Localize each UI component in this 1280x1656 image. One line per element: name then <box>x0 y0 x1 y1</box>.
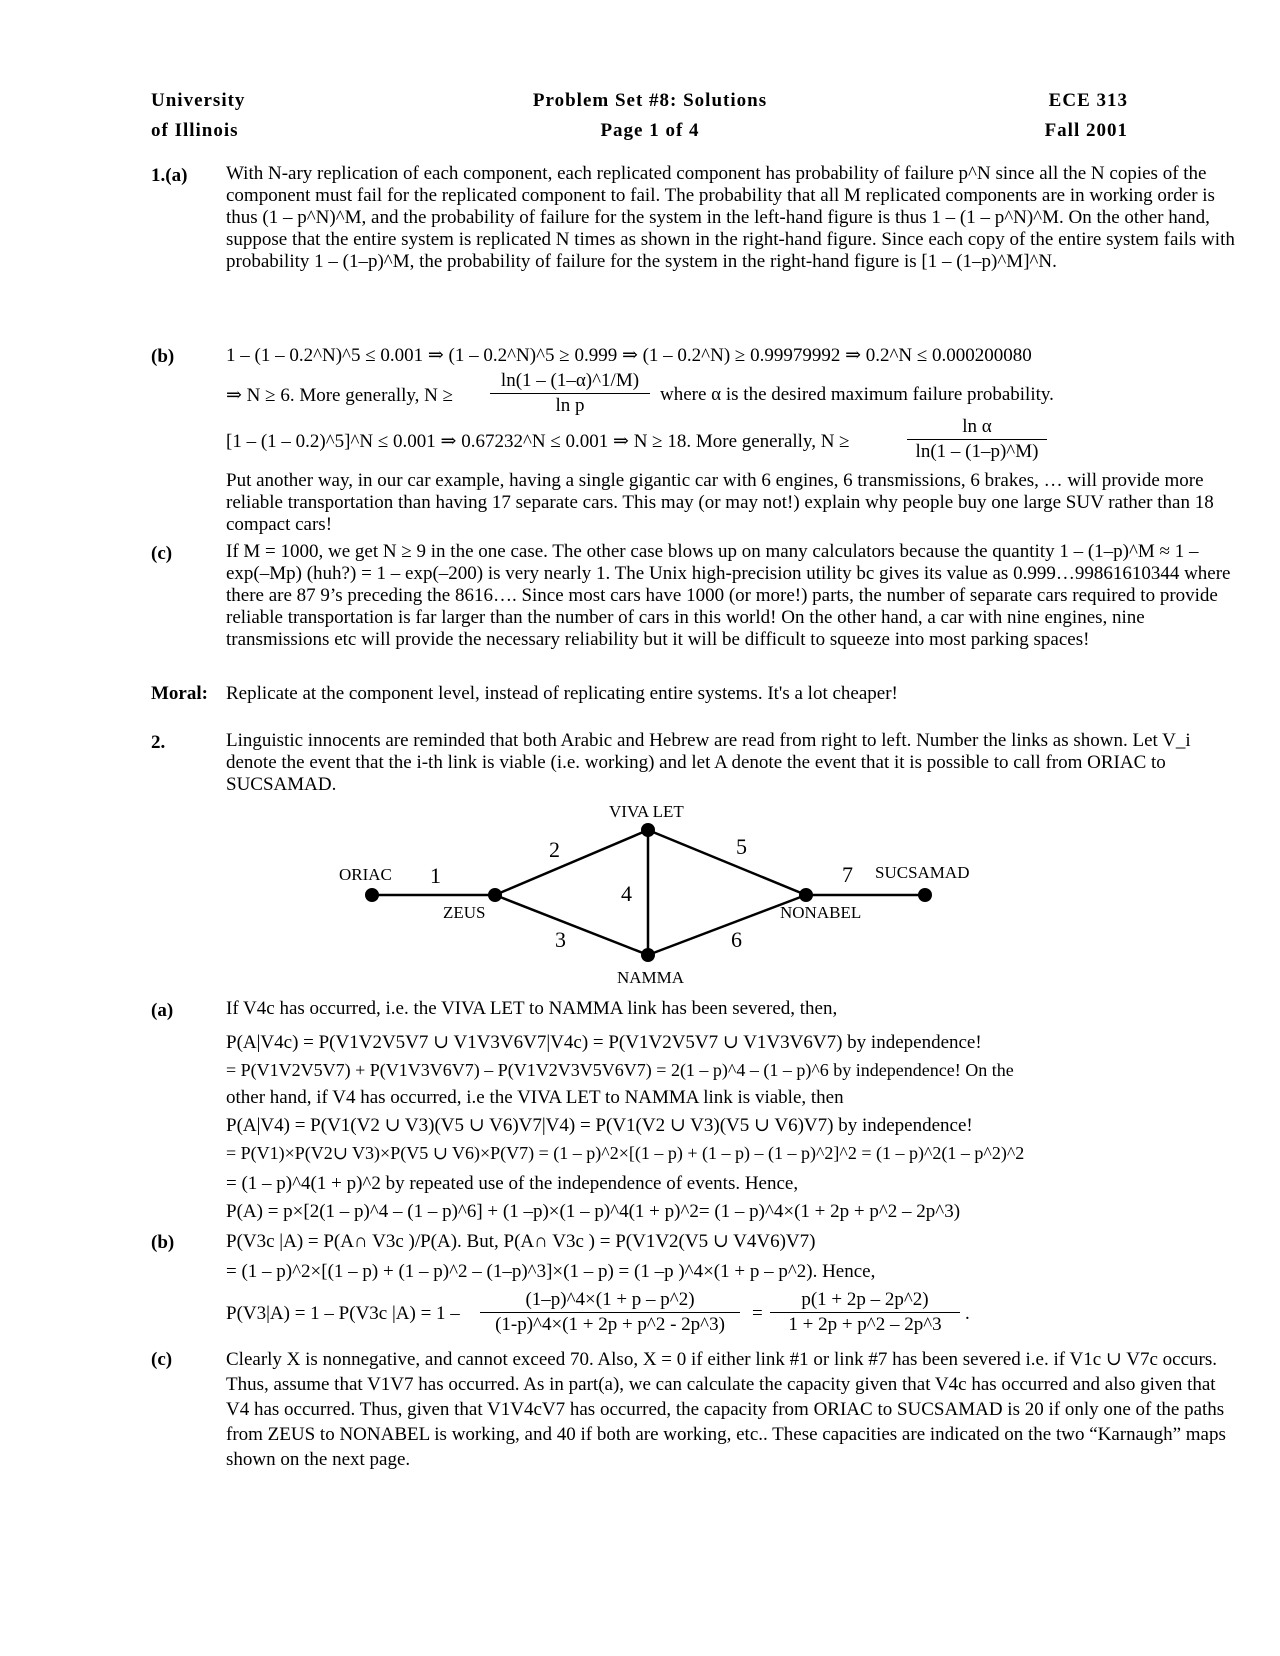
p2a-line4: other hand, if V4 has occurred, i.e the VIVA LET to NAMMA link is viable, then <box>226 1087 844 1108</box>
p2a-line3: = P(V1V2V5V7) + P(V1V3V6V7) – P(V1V2V3V5V6V7) = 2(1 – p)^4 – (1 – p)^6 by independence! On the <box>226 1060 1014 1080</box>
p2b-line3-pre: P(V3|A) = 1 – P(V3c |A) = 1 – <box>226 1303 460 1324</box>
moral-text: Replicate at the component level, instead of replicating entire systems. It's a lot cheaper! <box>226 683 898 704</box>
link-4-label: 4 <box>621 881 632 906</box>
p1c-label: (c) <box>151 543 173 564</box>
p2a-line7: = (1 – p)^4(1 + p)^2 by repeated use of the independence of events. Hence, <box>226 1173 799 1194</box>
node-zeus-label: ZEUS <box>443 903 486 922</box>
network-diagram <box>0 795 1280 995</box>
link-3-label: 3 <box>555 927 566 952</box>
p2c-label: (c) <box>151 1349 173 1370</box>
p2b-fraction-1-den: (1-p)^4×(1 + 2p + p^2 - 2p^3) <box>495 1314 725 1335</box>
p1a-label: 1.(a) <box>151 165 188 186</box>
header-term: Fall 2001 <box>1044 120 1128 141</box>
p2b-line2: = (1 – p)^2×[(1 – p) + (1 – p)^2 – (1–p)^3]×(1 – p) = (1 –p )^4×(1 + p – p^2). Hence, <box>226 1261 876 1282</box>
p1b-line1: 1 – (1 – 0.2^N)^5 ≤ 0.001 ⇒ (1 – 0.2^N)^5 ≥ 0.999 ⇒ (1 – 0.2^N) ≥ 0.99979992 ⇒ 0.2^N ≤ 0.000200080 <box>226 345 1032 366</box>
p1b-line2-post: where α is the desired maximum failure probability. <box>660 384 1054 405</box>
p2a-line1: If V4c has occurred, i.e. the VIVA LET to NAMMA link has been severed, then, <box>226 998 838 1019</box>
link-5-label: 5 <box>736 834 747 859</box>
link-6-label: 6 <box>731 927 742 952</box>
p1a-text: With N-ary replication of each component, each replicated component has probability of failure p^N since all the N copies of the component must fail for the replicated component to fail. The probability that all M replicated components are in working order is thus (1 – p^N)^M, and the probability of failure for the system in the left-hand figure is thus 1 – (1 – p^N)^M. On the other hand, suppose that the entire system is replicated N times as shown in the right-hand figure. Since each copy of the entire system fails with probability 1 – (1–p)^M, the probability of failure for the system in the right-hand figure is [1 – (1–p)^M]^N. <box>226 163 1235 272</box>
p1b-fraction-2 <box>907 416 1047 463</box>
p2c-text: Clearly X is nonnegative, and cannot exceed 70. Also, X = 0 if either link #1 or link #7 has been severed i.e. if V1c ∪ V7c occurs. Thus, assume that V1V7 has occurred. As in part(a), we can calculate the capacity given that V4c has occurred and also given that V4 has occurred. Thus, given that V1V4cV7 has occurred, the capacity from ORIAC to SUCSAMAD is 20 if only one of the paths from ZEUS to NONABEL is working, and 40 if both are working, etc.. These capacities are indicated on the two “Karnaugh” maps shown on the next page. <box>226 1349 1226 1470</box>
p1b-fraction-2-num: ln α <box>907 416 1047 440</box>
p2b-equals: = <box>752 1303 763 1324</box>
link-7-label: 7 <box>842 862 853 887</box>
p1b-line2-pre: ⇒ N ≥ 6. More generally, N ≥ <box>226 385 454 406</box>
p1b-fraction-1 <box>490 370 650 417</box>
p2b-label: (b) <box>151 1232 175 1253</box>
p2b-fraction-1 <box>480 1289 740 1336</box>
p2b-line1: P(V3c |A) = P(A∩ V3c )/P(A). But, P(A∩ V3c ) = P(V1V2(V5 ∪ V4V6)V7) <box>226 1231 816 1252</box>
p2a-line8: P(A) = p×[2(1 – p)^4 – (1 – p)^6] + (1 –p)×(1 – p)^4(1 + p)^2= (1 – p)^4×(1 + 2p + p^2 – 2p^3) <box>226 1201 961 1222</box>
p2b-fraction-2-num: p(1 + 2p – 2p^2) <box>770 1289 960 1313</box>
p2b-fraction-2-den: 1 + 2p + p^2 – 2p^3 <box>788 1314 942 1335</box>
p1b-fraction-2-den: ln(1 – (1–p)^M) <box>915 441 1039 462</box>
p1b-fraction-1-num: ln(1 – (1–α)^1/M) <box>490 370 650 394</box>
header-title: Problem Set #8: Solutions <box>532 90 768 111</box>
p2b-fraction-2 <box>770 1289 960 1336</box>
p1b-line3-pre: [1 – (1 – 0.2)^5]^N ≤ 0.001 ⇒ 0.67232^N ≤ 0.001 ⇒ N ≥ 18. More generally, N ≥ <box>226 431 850 452</box>
node-nonabel-label: NONABEL <box>780 903 862 922</box>
node-vivalet-label: VIVA LET <box>609 802 684 821</box>
node-vivalet-dot <box>641 823 655 837</box>
node-oriac-dot <box>365 888 379 902</box>
p2a-label: (a) <box>151 1000 174 1021</box>
header-page: Page 1 of 4 <box>600 120 700 141</box>
p1b-label: (b) <box>151 346 175 367</box>
header-illinois: of Illinois <box>151 120 239 141</box>
p2a-line5: P(A|V4) = P(V1(V2 ∪ V3)(V5 ∪ V6)V7|V4) = P(V1(V2 ∪ V3)(V5 ∪ V6)V7) by independence! <box>226 1115 973 1136</box>
node-namma-label: NAMMA <box>617 968 685 987</box>
p2b-fraction-1-num: (1–p)^4×(1 + p – p^2) <box>480 1289 740 1313</box>
node-sucsamad-dot <box>918 888 932 902</box>
p1b-fraction-1-den: ln p <box>555 395 585 416</box>
p2a-line6: = P(V1)×P(V2∪ V3)×P(V5 ∪ V6)×P(V7) = (1 – p)^2×[(1 – p) + (1 – p) – (1 – p)^2]^2 = (1 – p)^2(1 – p^2)^2 <box>226 1143 1025 1163</box>
node-zeus-dot <box>488 888 502 902</box>
node-sucsamad-label: SUCSAMAD <box>875 863 970 882</box>
link-1-label: 1 <box>430 863 441 888</box>
p2b-end: . <box>965 1303 970 1324</box>
header-university: University <box>151 90 246 111</box>
p2-label: 2. <box>151 732 166 753</box>
p2a-line2: P(A|V4c) = P(V1V2V5V7 ∪ V1V3V6V7|V4c) = P(V1V2V5V7 ∪ V1V3V6V7) by independence! <box>226 1032 982 1053</box>
header-course: ECE 313 <box>1048 90 1128 111</box>
p1b-paragraph: Put another way, in our car example, having a single gigantic car with 6 engines, 6 transmissions, 6 brakes, … will provide more reliable transportation than having 17 separate cars. This may (or may not!) explain why people buy one large SUV rather than 18 compact cars! <box>226 470 1214 535</box>
node-oriac-label: ORIAC <box>339 865 392 884</box>
node-nonabel-dot <box>799 888 813 902</box>
link-5-line <box>648 830 806 895</box>
moral-label: Moral: <box>151 683 208 704</box>
p2-intro: Linguistic innocents are reminded that both Arabic and Hebrew are read from right to left. Number the links as shown. Let V_i denote the event that the i-th link is viable (i.e. working) and let A denote the event that it is possible to call from ORIAC to SUCSAMAD. <box>226 730 1191 795</box>
link-2-label: 2 <box>549 837 560 862</box>
node-namma-dot <box>641 948 655 962</box>
p1c-text: If M = 1000, we get N ≥ 9 in the one case. The other case blows up on many calculators because the quantity 1 – (1–p)^M ≈ 1 – exp(–Mp) (huh?) = 1 – exp(–200) is very nearly 1. The Unix high-precision utility bc gives its value as 0.999…99861610344 where there are 87 9’s preceding the 8616…. Since most cars have 1000 (or more!) parts, the number of separate cars required to provide reliable transportation is far larger than the number of cars in this world! On the other hand, a car with nine engines, nine transmissions etc will provide the necessary reliability but it will be difficult to squeeze into most parking spaces! <box>226 541 1231 650</box>
